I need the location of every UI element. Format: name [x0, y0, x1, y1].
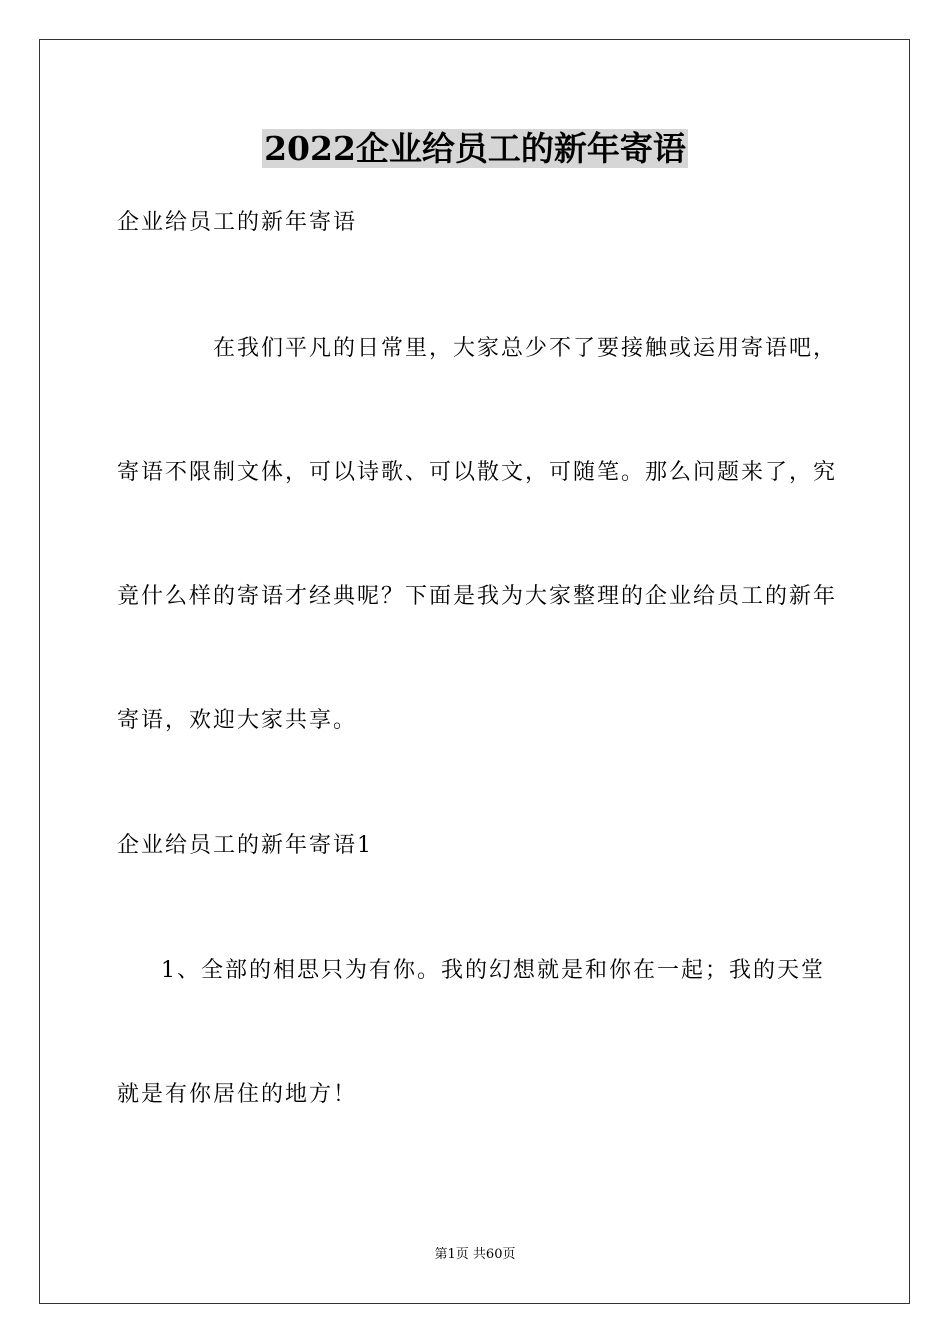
- paragraph-line: 竟什么样的寄语才经典呢？下面是我为大家整理的企业给员工的新年: [117, 584, 838, 609]
- paragraph-line: 在我们平凡的日常里，大家总少不了要接触或运用寄语吧，: [213, 336, 838, 361]
- page-number-footer: 第1页 共60页: [434, 1247, 516, 1262]
- document-subtitle: 企业给员工的新年寄语: [117, 210, 358, 235]
- paragraph-line: 寄语不限制文体，可以诗歌、可以散文，可随笔。那么问题来了，究: [117, 460, 838, 485]
- paragraph-line: 寄语，欢迎大家共享。: [117, 708, 358, 733]
- document-title-block: [0, 126, 950, 172]
- section-heading: 企业给员工的新年寄语1: [117, 833, 373, 858]
- document-title: 2022企业给员工的新年寄语: [264, 129, 686, 168]
- list-item-line: 1、全部的相思只为有你。我的幻想就是和你在一起；我的天堂: [161, 958, 825, 983]
- list-item-line: 就是有你居住的地方！: [117, 1082, 358, 1107]
